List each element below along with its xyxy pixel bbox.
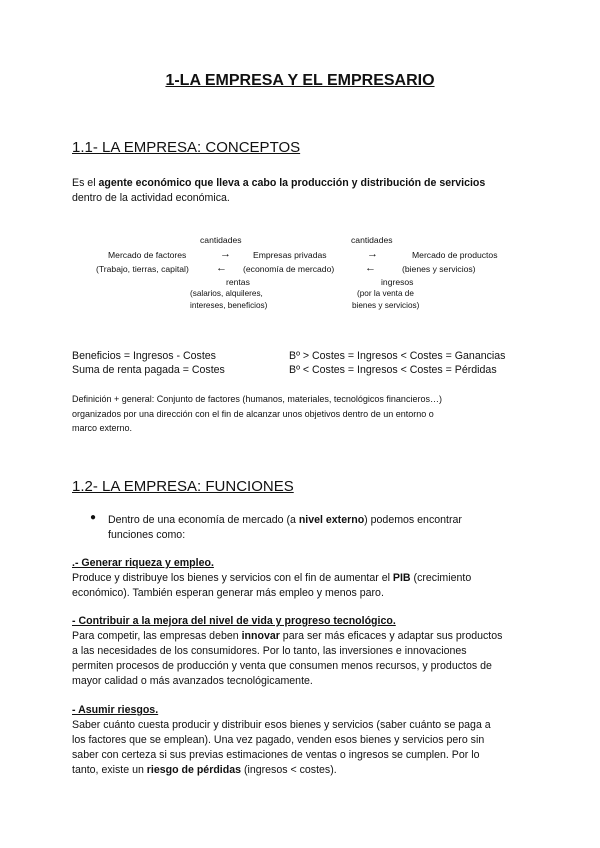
text-bold: riesgo de pérdidas [146, 764, 241, 776]
definition-line-2: organizados por una dirección con el fin de alcanzar unos objetivos dentro de un entorno o [72, 409, 434, 419]
formula-ganancias: Bº > Costes = Ingresos < Costes = Ganancias [289, 350, 506, 362]
text-span: tanto, existe un [72, 764, 147, 776]
arrow-left-icon: ← [365, 262, 376, 274]
intro-text: Es el [72, 177, 99, 189]
diagram-rentas-detail-1: (salarios, alquileres, [190, 289, 263, 298]
diagram-trabajo: (Trabajo, tierras, capital) [96, 264, 189, 274]
arrow-left-icon: ← [216, 262, 227, 274]
document-title: 1-LA EMPRESA Y EL EMPRESARIO [165, 72, 435, 89]
text-span: Para competir, las empresas deben [72, 630, 242, 642]
function-3-line-3: saber con certeza si sus previas estimaciones de ventas o ingresos se cumplen. Por lo [72, 749, 480, 761]
function-2-line-1 [72, 629, 502, 645]
intro-line-2: dentro de la actividad económica. [72, 192, 230, 204]
intro-line-1 [72, 176, 485, 192]
diagram-economia: (economía de mercado) [243, 264, 335, 274]
function-2-line-2: a las necesidades de los consumidores. Por lo tanto, las inversiones e innovaciones [72, 645, 467, 657]
text-span: para ser más eficaces y adaptar sus productos [279, 630, 503, 642]
text-bold: PIB [392, 572, 411, 584]
bullet-icon: ● [90, 512, 97, 523]
function-2-line-4: mayor calidad o más avanzados tecnológicamente. [72, 675, 313, 687]
diagram-rentas: rentas [226, 277, 250, 287]
function-2-title: - Contribuir a la mejora del nivel de vida y progreso tecnológico. [72, 615, 396, 627]
function-1-line-1 [72, 571, 471, 587]
formula-perdidas: Bº < Costes = Ingresos < Costes = Pérdidas [289, 364, 497, 376]
diagram-cantidades-right: cantidades [351, 235, 393, 245]
bullet-bold: nivel externo [298, 514, 365, 526]
diagram-mercado-productos: Mercado de productos [412, 250, 498, 260]
function-1-title: .- Generar riqueza y empleo. [72, 557, 214, 569]
diagram-bienes: (bienes y servicios) [402, 264, 476, 274]
text-bold: innovar [241, 630, 280, 642]
text-span: Produce y distribuye los bienes y servicios con el fin de aumentar el [72, 572, 393, 584]
bullet-line-2: funciones como: [108, 529, 186, 541]
intro-bold: agente económico que lleva a cabo la producción y distribución de servicios [98, 177, 486, 189]
definition-line-3: marco externo. [72, 423, 133, 433]
formula-renta: Suma de renta pagada = Costes [72, 364, 225, 376]
function-3-line-2: los factores que se emplean). Una vez pagado, venden esos bienes y servicios pero sin [72, 734, 485, 746]
section-heading-conceptos: 1.1- LA EMPRESA: CONCEPTOS [72, 139, 301, 156]
function-2-line-3: permiten procesos de producción y venta que consumen menos recursos, y productos de [72, 660, 492, 672]
bullet-line-1 [108, 513, 462, 529]
text-span: (crecimiento [410, 572, 472, 584]
arrow-right-icon: → [367, 248, 378, 260]
bullet-text: ) podemos encontrar [364, 514, 462, 526]
diagram-ingresos: ingresos [381, 277, 414, 287]
bullet-text: Dentro de una economía de mercado (a [108, 514, 299, 526]
formula-beneficios: Beneficios = Ingresos - Costes [72, 350, 216, 362]
diagram-cantidades-left: cantidades [200, 235, 242, 245]
diagram-ingresos-detail-2: bienes y servicios) [352, 301, 420, 310]
function-3-title: - Asumir riesgos. [72, 704, 159, 716]
diagram-rentas-detail-2: intereses, beneficios) [190, 301, 268, 310]
diagram-ingresos-detail-1: (por la venta de [357, 289, 414, 298]
section-heading-funciones: 1.2- LA EMPRESA: FUNCIONES [72, 478, 294, 495]
function-3-line-4 [72, 763, 337, 779]
text-span: (ingresos < costes). [241, 764, 337, 776]
function-3-line-1: Saber cuánto cuesta producir y distribuir esos bienes y servicios (saber cuánto se paga a [72, 719, 491, 731]
arrow-right-icon: → [220, 248, 231, 260]
diagram-mercado-factores: Mercado de factores [108, 250, 187, 260]
diagram-empresas: Empresas privadas [253, 250, 327, 260]
function-1-line-2: económico). También esperan generar más empleo y menos paro. [72, 587, 384, 599]
definition-line-1: Definición + general: Conjunto de factores (humanos, materiales, tecnológicos financieros…) [72, 394, 442, 404]
